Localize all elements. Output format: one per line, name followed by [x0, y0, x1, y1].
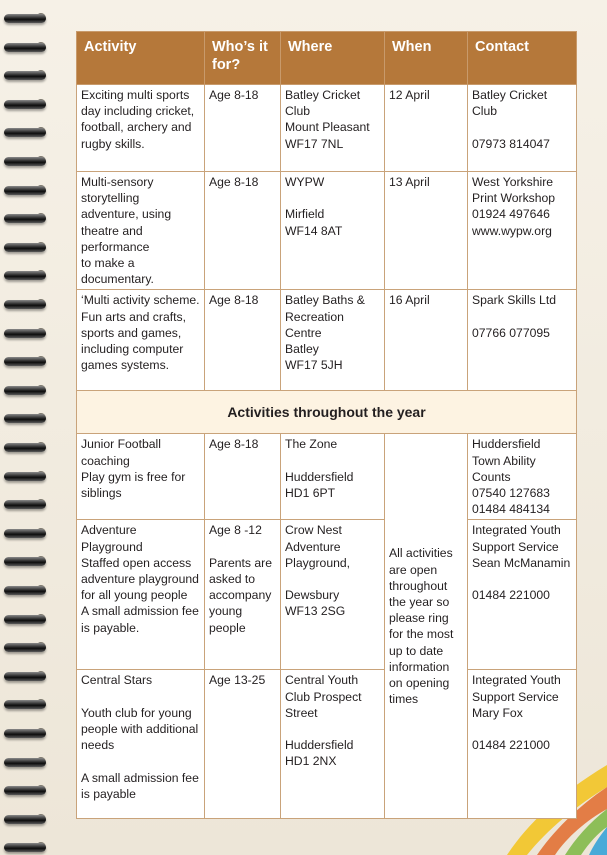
who-cell: Age 8-18 [205, 434, 281, 520]
binding-ring [4, 157, 46, 166]
activity-cell: Exciting multi sports day including cricket, football, archery and rugby skills. [77, 85, 205, 172]
where-cell: Crow Nest Adventure Playground, Dewsbury WF13 2SG [281, 520, 385, 670]
binding-ring [4, 472, 46, 481]
binding-ring [4, 271, 46, 280]
who-cell: Age 8 -12 Parents are asked to accompany young people [205, 520, 281, 670]
where-cell: Central Youth Club Prospect Street Huddersfield HD1 2NX [281, 670, 385, 819]
contact-cell: Huddersfield Town Ability Counts 07540 127683 01484 484134 [468, 434, 577, 520]
binding-ring [4, 843, 46, 852]
binding-ring [4, 100, 46, 109]
binding-ring [4, 672, 46, 681]
binding-ring [4, 386, 46, 395]
spiral-binding-icon [0, 0, 60, 855]
binding-ring [4, 786, 46, 795]
activity-cell: Central Stars Youth club for young people with additional needs A small admission fee is payable [77, 670, 205, 819]
table-row [77, 290, 577, 391]
binding-ring [4, 243, 46, 252]
who-cell: Age 8-18 [205, 172, 281, 290]
when-cell: 13 April [385, 172, 468, 290]
binding-ring [4, 443, 46, 452]
binding-ring [4, 414, 46, 423]
table-row [77, 172, 577, 290]
binding-ring [4, 758, 46, 767]
binding-ring [4, 586, 46, 595]
section-title: Activities throughout the year [77, 391, 577, 434]
header-contact: Contact [468, 32, 577, 85]
who-cell: Age 8-18 [205, 290, 281, 391]
table-row [77, 520, 577, 670]
binding-ring [4, 815, 46, 824]
where-cell: WYPW Mirfield WF14 8AT [281, 172, 385, 290]
header-activity: Activity [77, 32, 205, 85]
binding-ring [4, 43, 46, 52]
contact-cell: Integrated Youth Support Service Mary Fox 01484 221000 [468, 670, 577, 819]
where-cell: The Zone Huddersfield HD1 6PT [281, 434, 385, 520]
binding-ring [4, 186, 46, 195]
activity-cell: ‘Multi activity scheme. Fun arts and crafts, sports and games, including computer games systems. [77, 290, 205, 391]
contact-cell: Integrated Youth Support Service Sean McManamin 01484 221000 [468, 520, 577, 670]
binding-ring [4, 300, 46, 309]
activity-cell: Junior Football coaching Play gym is free for siblings [77, 434, 205, 520]
binding-ring [4, 71, 46, 80]
header-when: When [385, 32, 468, 85]
binding-ring [4, 500, 46, 509]
table-row [77, 434, 577, 520]
table-header-row [77, 32, 577, 85]
header-who: Who’s it for? [205, 32, 281, 85]
contact-cell: Batley Cricket Club 07973 814047 [468, 85, 577, 172]
activity-cell: Adventure Playground Staffed open access adventure playground for all young people A small admission fee is payable. [77, 520, 205, 670]
when-cell: 16 April [385, 290, 468, 391]
binding-ring [4, 128, 46, 137]
binding-ring [4, 643, 46, 652]
binding-ring [4, 329, 46, 338]
who-cell: Age 13-25 [205, 670, 281, 819]
where-cell: Batley Cricket Club Mount Pleasant WF17 7NL [281, 85, 385, 172]
section-row [77, 391, 577, 434]
contact-cell: West Yorkshire Print Workshop 01924 497646 www.wypw.org [468, 172, 577, 290]
binding-ring [4, 14, 46, 23]
binding-ring [4, 615, 46, 624]
who-cell: Age 8-18 [205, 85, 281, 172]
binding-ring [4, 700, 46, 709]
binding-ring [4, 529, 46, 538]
activity-cell: Multi-sensory storytelling adventure, using theatre and performance to make a documentary. [77, 172, 205, 290]
binding-ring [4, 214, 46, 223]
table-row [77, 85, 577, 172]
table-row [77, 670, 577, 819]
contact-cell: Spark Skills Ltd 07766 077095 [468, 290, 577, 391]
year-when-cell: All activities are open throughout the year so please ring for the most up to date information on opening times [385, 434, 468, 819]
where-cell: Batley Baths & Recreation Centre Batley WF17 5JH [281, 290, 385, 391]
binding-ring [4, 729, 46, 738]
activities-table [76, 31, 577, 819]
binding-ring [4, 357, 46, 366]
when-cell: 12 April [385, 85, 468, 172]
header-where: Where [281, 32, 385, 85]
binding-ring [4, 557, 46, 566]
